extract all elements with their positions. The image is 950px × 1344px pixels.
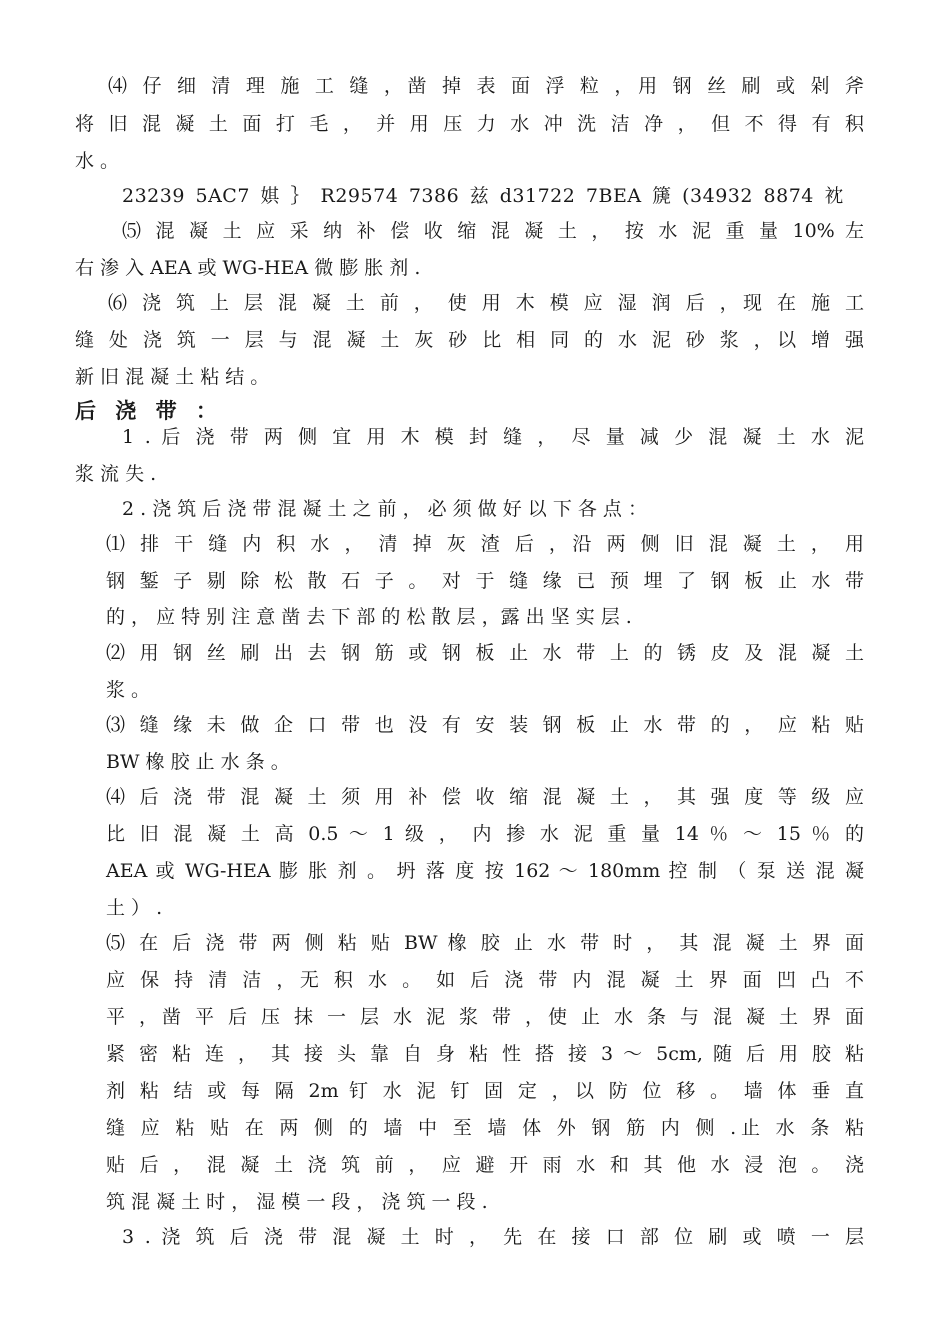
text-line: 贴 后 ， 混 凝 土 浇 筑 前 ， 应 避 开 雨 水 和 其 他 水 浸 泡 。 浇	[106, 1154, 864, 1176]
text-line: ⑹ 浇 筑 上 层 混 凝 土 前 ， 使 用 木 模 应 湿 润 后 ，现 在 施 工	[108, 292, 864, 314]
text-line: 将 旧 混 凝 土 面 打 毛 ， 并 用 压 力 水 冲 洗 洁 净 ， 但 不 得 有 积	[75, 113, 864, 135]
text-line: ⑶ 缝 缘 未 做 企 口 带 也 没 有 安 装 钢 板 止 水 带 的 ， 应 粘 贴	[106, 714, 864, 736]
text-line: 平 ，凿 平 后 压 抹 一 层 水 泥 浆 带 ，使 止 水 条 与 混 凝 土 界 面	[106, 1006, 864, 1028]
text-line: 1 . 后 浇 带 两 侧 宜 用 木 模 封 缝 ， 尽 量 减 少 混 凝 土 水 泥	[122, 426, 864, 448]
text-line: 新 旧 混 凝 土 粘 结 。	[75, 366, 270, 388]
text-line: 23239 5AC7 娸 ｝ R29574 7386 兹 d31722 7BEA 篪 (34932 8874 衴	[122, 185, 844, 207]
text-line: ⑷ 后 浇 带 混 凝 土 须 用 补 偿 收 缩 混 凝 土 ， 其 强 度 等 级 应	[106, 786, 864, 808]
text-line: ⑸ 混 凝 土 应 采 纳 补 偿 收 缩 混 凝 土 ， 按 水 泥 重 量 10% 左	[122, 220, 864, 242]
text-line: AEA 或 WG-HEA 膨 胀 剂 。 坍 落 度 按 162 ～ 180mm 控 制 （ 泵 送 混 凝	[106, 860, 864, 882]
text-line: ⑴ 排 干 缝 内 积 水 ， 清 掉 灰 渣 后 ，沿 两 侧 旧 混 凝 土 ， 用	[106, 533, 864, 555]
text-line: 紧 密 粘 连 ， 其 接 头 靠 自 身 粘 性 搭 接 3 ～ 5cm, 随 后 用 胶 粘	[106, 1043, 864, 1065]
text-line: 3 . 浇 筑 后 浇 带 混 凝 土 时 ， 先 在 接 口 部 位 刷 或 喷 一 层	[122, 1226, 864, 1248]
text-line: ⑸ 在 后 浇 带 两 侧 粘 贴 BW 橡 胶 止 水 带 时 ， 其 混 凝 土 界 面	[106, 932, 864, 954]
text-line: 筑 混 凝 土 时 ， 湿 模 一 段 ， 浇 筑 一 段 .	[106, 1191, 488, 1213]
text-line: 剂 粘 结 或 每 隔 2m 钉 水 泥 钉 固 定 ，以 防 位 移 。 墙 体 垂 直	[106, 1080, 864, 1102]
text-line: 浆 。	[106, 679, 151, 701]
text-line: 的 ， 应 特 别 注 意 凿 去 下 部 的 松 散 层 ，露 出 坚 实 层 .	[106, 606, 632, 628]
text-line: ⑷ 仔 细 清 理 施 工 缝 ，凿 掉 表 面 浮 粒 ，用 钢 丝 刷 或 剁 斧	[108, 75, 864, 97]
text-line: 浆 流 失 .	[75, 463, 157, 485]
text-line: BW 橡 胶 止 水 条 。	[106, 751, 290, 773]
text-line: 缝 处 浇 筑 一 层 与 混 凝 土 灰 砂 比 相 同 的 水 泥 砂 浆 ，以 增 强	[75, 329, 864, 351]
text-line: ⑵ 用 钢 丝 刷 出 去 钢 筋 或 钢 板 止 水 带 上 的 锈 皮 及 混 凝 土	[106, 642, 864, 664]
section-heading: 后 浇 带 ：	[75, 399, 223, 423]
text-line: 应 保 持 清 洁 ，无 积 水 。 如 后 浇 带 内 混 凝 土 界 面 凹 凸 不	[106, 969, 864, 991]
text-line: 比 旧 混 凝 土 高 0.5 ～ 1 级 ， 内 掺 水 泥 重 量 14 ％ ～ 15 ％ 的	[106, 823, 864, 845]
text-line: 钢 錾 子 剔 除 松 散 石 子 。 对 于 缝 缘 已 预 埋 了 钢 板 止 水 带	[106, 570, 864, 592]
text-line: 2 . 浇 筑 后 浇 带 混 凝 土 之 前 ， 必 须 做 好 以 下 各 点 ：	[122, 498, 647, 520]
text-line: 土 ） .	[106, 897, 163, 919]
text-line: 右 渗 入 AEA 或 WG-HEA 微 膨 胀 剂 .	[75, 257, 421, 279]
text-line: 缝 应 粘 贴 在 两 侧 的 墙 中 至 墙 体 外 钢 筋 内 侧 .止 水 条 粘	[106, 1117, 864, 1139]
text-line: 水 。	[75, 150, 120, 172]
